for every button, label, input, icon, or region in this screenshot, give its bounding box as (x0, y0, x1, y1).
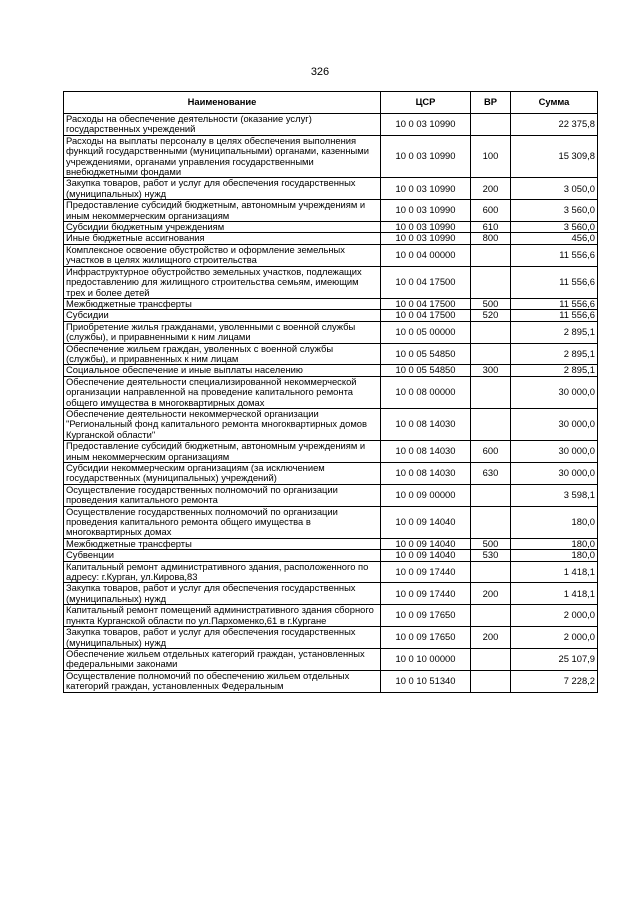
cell-name: Обеспечение жильем отдельных категорий граждан, установленных федеральными законами (64, 648, 381, 670)
cell-name: Закупка товаров, работ и услуг для обеспечения государственных (муниципальных) нужд (64, 627, 381, 649)
cell-sum: 1 418,1 (511, 583, 598, 605)
table-row (64, 605, 598, 627)
cell-vr: 800 (471, 233, 511, 244)
cell-vr (471, 376, 511, 408)
cell-sum: 11 556,6 (511, 266, 598, 298)
cell-sum: 30 000,0 (511, 463, 598, 485)
cell-csr: 10 0 03 10990 (381, 114, 471, 136)
cell-sum: 2 000,0 (511, 605, 598, 627)
cell-name: Предоставление субсидий бюджетным, автономным учреждениям и иным некоммерческим организациям (64, 441, 381, 463)
cell-sum: 22 375,8 (511, 114, 598, 136)
cell-name: Расходы на обеспечение деятельности (оказание услуг) государственных учреждений (64, 114, 381, 136)
cell-name: Субсидии (64, 310, 381, 321)
cell-vr: 520 (471, 310, 511, 321)
cell-csr: 10 0 04 17500 (381, 310, 471, 321)
table-row (64, 321, 598, 343)
cell-vr: 600 (471, 200, 511, 222)
cell-csr: 10 0 04 00000 (381, 244, 471, 266)
cell-name: Субсидии некоммерческим организациям (за исключением государственных (муниципальных) учреждений) (64, 463, 381, 485)
table-row (64, 627, 598, 649)
cell-vr (471, 648, 511, 670)
cell-sum: 15 309,8 (511, 135, 598, 178)
cell-name: Приобретение жилья гражданами, уволенными с военной службы (службы), и приравненными к ним лицами (64, 321, 381, 343)
cell-name: Субсидии бюджетным учреждениям (64, 222, 381, 233)
cell-name: Обеспечение деятельности специализированной некоммерческой организации направленной на проведение капитального ремонта общего имущества в многоквартирных домах (64, 376, 381, 408)
cell-name: Социальное обеспечение и иные выплаты населению (64, 365, 381, 376)
table-row (64, 463, 598, 485)
table-row (64, 178, 598, 200)
cell-name: Иные бюджетные ассигнования (64, 233, 381, 244)
cell-name: Закупка товаров, работ и услуг для обеспечения государственных (муниципальных) нужд (64, 178, 381, 200)
cell-name: Обеспечение деятельности некоммерческой организации "Региональный фонд капитального ремонта многоквартирных домов Курганской области" (64, 408, 381, 440)
cell-vr: 200 (471, 583, 511, 605)
cell-csr: 10 0 09 14040 (381, 538, 471, 549)
cell-csr: 10 0 03 10990 (381, 222, 471, 233)
header-vr: ВР (471, 92, 511, 114)
cell-name: Обеспечение жильем граждан, уволенных с военной службы (службы), и приравненных к ним лицам (64, 343, 381, 365)
cell-csr: 10 0 04 17500 (381, 266, 471, 298)
cell-vr (471, 244, 511, 266)
cell-vr: 630 (471, 463, 511, 485)
cell-vr: 500 (471, 298, 511, 309)
cell-sum: 11 556,6 (511, 298, 598, 309)
cell-name: Капитальный ремонт административного здания, расположенного по адресу: г.Курган, ул.Кирова,83 (64, 561, 381, 583)
table-row (64, 583, 598, 605)
cell-csr: 10 0 03 10990 (381, 200, 471, 222)
cell-vr: 300 (471, 365, 511, 376)
cell-csr: 10 0 09 17650 (381, 605, 471, 627)
table-row (64, 114, 598, 136)
header-name: Наименование (64, 92, 381, 114)
cell-vr: 610 (471, 222, 511, 233)
cell-sum: 30 000,0 (511, 408, 598, 440)
cell-name: Межбюджетные трансферты (64, 298, 381, 309)
table-row (64, 670, 598, 692)
cell-csr: 10 0 10 00000 (381, 648, 471, 670)
cell-vr (471, 506, 511, 538)
cell-sum: 30 000,0 (511, 441, 598, 463)
cell-vr (471, 605, 511, 627)
table-row (64, 343, 598, 365)
page-number: 326 (310, 66, 330, 78)
cell-name: Капитальный ремонт помещений административного здания сборного пункта Курганской области по ул.Пархоменко,61 в г.Кургане (64, 605, 381, 627)
cell-vr (471, 114, 511, 136)
cell-csr: 10 0 05 54850 (381, 365, 471, 376)
cell-name: Расходы на выплаты персоналу в целях обеспечения выполнения функций государственными (муниципальными) органами, казенными учреждениями, органами управления государственными внебюджетными фондами (64, 135, 381, 178)
cell-sum: 3 560,0 (511, 200, 598, 222)
table-row (64, 233, 598, 244)
table-row (64, 365, 598, 376)
cell-csr: 10 0 05 00000 (381, 321, 471, 343)
cell-csr: 10 0 09 00000 (381, 484, 471, 506)
cell-sum: 2 895,1 (511, 321, 598, 343)
table-row (64, 310, 598, 321)
cell-csr: 10 0 08 00000 (381, 376, 471, 408)
table-row (64, 298, 598, 309)
table-header-row (64, 92, 598, 114)
cell-sum: 456,0 (511, 233, 598, 244)
cell-csr: 10 0 08 14030 (381, 408, 471, 440)
cell-name: Комплексное освоение обустройство и оформление земельных участков в целях жилищного строительства (64, 244, 381, 266)
cell-vr: 600 (471, 441, 511, 463)
header-csr: ЦСР (381, 92, 471, 114)
table-row (64, 561, 598, 583)
cell-sum: 7 228,2 (511, 670, 598, 692)
cell-vr: 500 (471, 538, 511, 549)
cell-sum: 11 556,6 (511, 310, 598, 321)
table-row (64, 244, 598, 266)
cell-csr: 10 0 10 51340 (381, 670, 471, 692)
table-row (64, 200, 598, 222)
header-sum: Сумма (511, 92, 598, 114)
table-row (64, 506, 598, 538)
cell-csr: 10 0 08 14030 (381, 463, 471, 485)
cell-csr: 10 0 09 14040 (381, 550, 471, 561)
cell-csr: 10 0 03 10990 (381, 178, 471, 200)
cell-sum: 180,0 (511, 550, 598, 561)
cell-vr: 100 (471, 135, 511, 178)
table-body (64, 114, 598, 693)
cell-name: Осуществление государственных полномочий по организации проведения капитального ремонта общего имущества в многоквартирных домах (64, 506, 381, 538)
cell-vr (471, 266, 511, 298)
cell-sum: 180,0 (511, 506, 598, 538)
cell-csr: 10 0 03 10990 (381, 135, 471, 178)
cell-vr (471, 343, 511, 365)
cell-sum: 1 418,1 (511, 561, 598, 583)
cell-csr: 10 0 09 14040 (381, 506, 471, 538)
cell-csr: 10 0 05 54850 (381, 343, 471, 365)
cell-sum: 2 895,1 (511, 365, 598, 376)
cell-vr: 200 (471, 627, 511, 649)
cell-csr: 10 0 04 17500 (381, 298, 471, 309)
cell-sum: 2 895,1 (511, 343, 598, 365)
table-row (64, 538, 598, 549)
cell-vr (471, 484, 511, 506)
cell-csr: 10 0 09 17440 (381, 561, 471, 583)
cell-name: Предоставление субсидий бюджетным, автономным учреждениям и иным некоммерческим организациям (64, 200, 381, 222)
cell-vr: 200 (471, 178, 511, 200)
cell-name: Межбюджетные трансферты (64, 538, 381, 549)
table-row (64, 222, 598, 233)
table-row (64, 441, 598, 463)
cell-sum: 2 000,0 (511, 627, 598, 649)
cell-vr (471, 408, 511, 440)
table-row (64, 648, 598, 670)
cell-name: Субвенции (64, 550, 381, 561)
table-row (64, 550, 598, 561)
table-row (64, 135, 598, 178)
cell-csr: 10 0 09 17440 (381, 583, 471, 605)
cell-name: Закупка товаров, работ и услуг для обеспечения государственных (муниципальных) нужд (64, 583, 381, 605)
cell-sum: 25 107,9 (511, 648, 598, 670)
cell-vr (471, 321, 511, 343)
cell-csr: 10 0 08 14030 (381, 441, 471, 463)
cell-name: Осуществление государственных полномочий по организации проведения капитального ремонта (64, 484, 381, 506)
cell-vr: 530 (471, 550, 511, 561)
cell-csr: 10 0 03 10990 (381, 233, 471, 244)
table-row (64, 484, 598, 506)
cell-sum: 3 598,1 (511, 484, 598, 506)
cell-sum: 30 000,0 (511, 376, 598, 408)
budget-table (63, 91, 598, 693)
cell-sum: 180,0 (511, 538, 598, 549)
cell-vr (471, 561, 511, 583)
cell-sum: 11 556,6 (511, 244, 598, 266)
table-row (64, 408, 598, 440)
cell-sum: 3 560,0 (511, 222, 598, 233)
table-row (64, 266, 598, 298)
cell-sum: 3 050,0 (511, 178, 598, 200)
table-row (64, 376, 598, 408)
cell-csr: 10 0 09 17650 (381, 627, 471, 649)
cell-vr (471, 670, 511, 692)
cell-name: Инфраструктурное обустройство земельных участков, подлежащих предоставлению для жилищного строительства семьям, имеющим трех и более детей (64, 266, 381, 298)
cell-name: Осуществление полномочий по обеспечению жильем отдельных категорий граждан, установленных Федеральным (64, 670, 381, 692)
